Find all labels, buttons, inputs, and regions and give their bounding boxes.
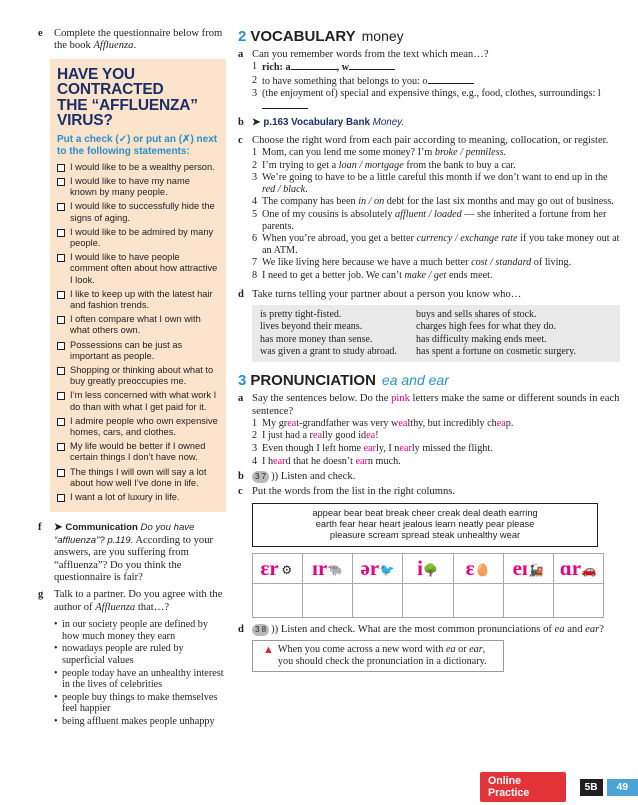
egg-icon: 🥚 <box>475 563 491 578</box>
text: Listen and check. <box>280 471 356 483</box>
answer-cell[interactable] <box>503 583 553 617</box>
bull-icon: 🐃 <box>327 563 343 578</box>
item-2 <box>252 160 620 172</box>
text: lly good id <box>321 430 367 442</box>
text: ear <box>585 623 600 635</box>
exercise-g <box>38 589 224 614</box>
text: I just had a r <box>262 430 313 442</box>
phonetic-symbol: ɑr <box>559 555 582 580</box>
text: ly, I n <box>376 442 400 454</box>
bullet-list <box>54 619 224 727</box>
questionnaire-item <box>57 365 219 387</box>
text: , you should check the pronunciation in a dictionary. <box>277 643 487 667</box>
checkbox[interactable] <box>57 203 65 211</box>
warning-icon: ▲ <box>263 643 274 656</box>
answer-blank[interactable] <box>428 75 474 84</box>
bird-icon: 🐦 <box>379 563 395 578</box>
exercise-prompt: Put the words from the list in the right columns. <box>252 486 456 498</box>
answer-row <box>253 583 604 617</box>
exercise-letter: b <box>238 471 244 483</box>
text: Talk to a partner. Do you agree with the author of <box>54 589 223 613</box>
train-icon: 🚂 <box>528 563 544 578</box>
sound-symbol-row <box>253 553 604 583</box>
item-8 <box>252 270 620 282</box>
exercise-text <box>54 522 224 584</box>
word-line: pleasure scream spread steak unhealthy wear <box>329 530 521 541</box>
highlighted-letters: ea <box>312 430 322 442</box>
item-number: 7 <box>252 257 258 269</box>
text: Even though I left home <box>262 442 364 454</box>
checkbox[interactable] <box>57 392 65 400</box>
sound-symbol-cell <box>453 553 503 583</box>
vocab-exercise-c <box>238 135 620 283</box>
questionnaire-item <box>57 314 219 336</box>
sentence-text <box>262 456 401 468</box>
pronunciation-heading <box>238 372 620 389</box>
exercise-letter: f <box>38 522 42 534</box>
exercise-letter: a <box>238 393 244 405</box>
book-title: Affluenza <box>93 40 134 52</box>
phrase-right: charges high fees for what they do. <box>416 321 557 333</box>
pron-exercise-b <box>238 471 620 483</box>
item-text[interactable]: When you’re abroad, you get a better currency / exchange rate if you take money out at an ATM. <box>262 233 620 256</box>
arrow-icon: ➤ <box>54 522 63 534</box>
text: letters make the same or different sounds in each sentence? <box>252 393 620 417</box>
phonetic-symbol: ɛ <box>465 555 475 580</box>
highlighted-letters: ear <box>273 455 286 467</box>
exercise-prompt: Take turns telling your partner about a person you know who… <box>252 288 522 300</box>
bullet-item: • in our society people are defined by how much money they earn <box>54 619 224 642</box>
sound-columns-table <box>252 553 604 618</box>
vocab-exercise-a <box>238 49 620 114</box>
phrase-left: was given a grant to study abroad. <box>260 345 397 357</box>
questionnaire-item <box>57 201 219 223</box>
item-text[interactable]: One of my cousins is absolutely affluent / loaded — she inherited a fortune from her parents. <box>262 208 607 232</box>
item-1 <box>252 147 620 159</box>
checkbox[interactable] <box>57 291 65 299</box>
item-2 <box>252 75 620 88</box>
questionnaire-item <box>57 416 219 438</box>
sentence-4 <box>252 456 620 468</box>
questionnaire-item <box>57 390 219 412</box>
item-text[interactable]: We’re going to have to be a little careful this month if we don’t want to end up in the red / black. <box>262 172 608 195</box>
statement-text: I would like to be admired by many people. <box>70 226 214 249</box>
section-title: VOCABULARY <box>250 28 356 45</box>
questionnaire-item <box>57 176 219 198</box>
sound-symbol-cell <box>353 553 403 583</box>
item-7 <box>252 257 620 269</box>
sentence-text <box>262 443 493 455</box>
text: Say the sentences below. Do the <box>252 393 392 405</box>
section-subtitle: money <box>361 28 404 44</box>
text: to have something that belongs to you: o <box>262 75 428 87</box>
item-text[interactable]: We like living here because we have a much better cost / standard of living. <box>262 257 572 269</box>
answer-cell[interactable] <box>303 583 353 617</box>
questionnaire-item <box>57 162 219 173</box>
text: (the enjoyment of) special and expensive things, e.g., food, clothes, surroundings: l <box>262 88 601 100</box>
tip-box <box>252 640 504 672</box>
questionnaire-item <box>57 227 219 249</box>
questionnaire-box <box>50 59 226 512</box>
bullet-item: • people today have an unhealthy interest in the lives of celebrities <box>54 668 224 691</box>
item-list <box>252 147 620 282</box>
section-number: 3 <box>238 372 247 390</box>
section-title: PRONUNCIATION <box>250 372 376 390</box>
sentence-1 <box>252 418 620 430</box>
item-number: 2 <box>252 159 258 171</box>
vocab-exercise-d <box>238 289 620 301</box>
highlighted-letters: ea <box>496 417 506 429</box>
exercise-body <box>252 135 620 283</box>
vocabulary-bank-link[interactable] <box>263 117 404 128</box>
book-title: Affluenza <box>95 601 136 613</box>
highlighted-letters: ea <box>366 430 376 442</box>
text: Listen and check. What are the most common pronunciations of <box>280 623 555 635</box>
text: My gr <box>262 417 288 429</box>
item-6 <box>252 233 620 256</box>
text: ear <box>469 643 483 655</box>
item-number: 1 <box>252 146 258 158</box>
text: t-grandfather was very w <box>296 417 399 429</box>
text: pink <box>391 393 410 405</box>
text: or <box>455 643 470 655</box>
phrase-right: has difficulty making ends meet. <box>416 333 547 345</box>
text: ? <box>599 623 604 635</box>
item-number: 4 <box>252 455 258 467</box>
item-5 <box>252 209 620 232</box>
exercise-letter: d <box>238 623 244 635</box>
questionnaire-list <box>57 162 219 503</box>
phrase-left: has more money than sense. <box>260 333 373 345</box>
item-number: 5 <box>252 208 258 220</box>
item-number: 3 <box>252 172 258 184</box>
item-text[interactable]: Mom, can you lend me some money? I’m broke / penniless. <box>262 146 507 158</box>
sentence-3 <box>252 443 620 455</box>
exercise-text <box>54 28 224 53</box>
checkbox[interactable] <box>57 494 65 502</box>
audio-icon: )) <box>271 471 279 483</box>
online-practice-button[interactable]: Online Practice <box>480 772 566 802</box>
audio-track-badge[interactable]: 3 7 <box>252 471 269 483</box>
tip-text <box>278 644 493 668</box>
highlighted-letters: ea <box>287 417 297 429</box>
questionnaire-item <box>57 289 219 311</box>
statement-text: I want a lot of luxury in life. <box>70 492 180 503</box>
highlighted-letters: ea <box>398 417 408 429</box>
answer-cell[interactable] <box>253 583 303 617</box>
statement-text: I’m less concerned with what work I do than with what I get paid for it. <box>70 390 217 412</box>
checkbox[interactable] <box>57 367 65 375</box>
item-number: 2 <box>252 74 258 86</box>
answer-blank[interactable] <box>291 61 337 70</box>
section-number: 2 <box>238 28 247 45</box>
exercise-prompt <box>252 393 620 417</box>
answer-blank[interactable] <box>349 61 395 70</box>
questionnaire-title-2: THE “AFFLUENZA” VIRUS? <box>57 96 198 130</box>
phrase-right: buys and sells shares of stock. <box>416 308 537 320</box>
phonetic-symbol: i <box>417 555 423 580</box>
questionnaire-item <box>57 492 219 503</box>
exercise-letter: e <box>38 28 43 39</box>
item-number: 8 <box>252 269 258 281</box>
statement-text: My life would be better if I owned certain things I don’t have now. <box>70 441 206 463</box>
checkbox[interactable] <box>57 254 65 262</box>
phrase-right: has spent a fortune on cosmetic surgery. <box>416 345 576 357</box>
statement-text: I like to keep up with the latest hair and fashion trends. <box>70 288 213 311</box>
bullet-item: • nowadays people are ruled by superficial values <box>54 643 224 666</box>
checkbox[interactable] <box>57 178 65 186</box>
link-italic: Money. <box>372 116 405 128</box>
item-text[interactable]: I need to get a better job. We can’t make / get ends meet. <box>262 269 493 281</box>
item-3 <box>252 88 620 112</box>
bullet-item: • being affluent makes people unhappy <box>54 716 224 728</box>
item-number: 4 <box>252 196 258 208</box>
checkbox[interactable] <box>57 418 65 426</box>
statement-text: I would like to be a wealthy person. <box>70 161 215 172</box>
answer-cell[interactable] <box>453 583 503 617</box>
item-1 <box>252 61 620 74</box>
answer-blank[interactable] <box>262 100 308 109</box>
arrow-icon: ➤ <box>252 116 261 128</box>
exercise-prompt: Choose the right word from each pair according to meaning, collocation, or register. <box>252 134 609 146</box>
word-list-box <box>252 503 598 547</box>
exercise-text <box>54 589 224 614</box>
exercise-body <box>252 393 620 468</box>
pron-exercise-d <box>238 624 620 636</box>
phrase-box <box>252 305 620 363</box>
exercise-letter: b <box>238 116 244 128</box>
item-number: 2 <box>252 430 258 442</box>
item-number: 3 <box>252 88 258 100</box>
item-text <box>262 61 395 74</box>
checkbox[interactable] <box>57 229 65 237</box>
vocabulary-heading <box>238 28 620 45</box>
exercise-body <box>252 49 620 114</box>
tree-icon: 🌳 <box>423 563 439 578</box>
audio-icon: )) <box>271 623 279 635</box>
exercise-body <box>252 117 620 129</box>
text: When you come across a new word with <box>277 643 446 655</box>
exercise-f <box>38 522 224 584</box>
item-text[interactable]: The company has been in / on debt for the last six months and may go out of business. <box>262 196 614 208</box>
text: . <box>133 40 137 52</box>
checkbox[interactable] <box>57 316 65 324</box>
sound-symbol-cell <box>553 553 603 583</box>
sentence-2 <box>252 430 620 442</box>
phonetic-symbol: eɪ <box>512 555 528 580</box>
exercise-letter: c <box>238 134 243 146</box>
checkbox[interactable] <box>57 164 65 172</box>
text: ly missed the flight. <box>411 442 493 454</box>
highlighted-letters: ear <box>399 442 412 454</box>
exercise-prompt: Can you remember words from the text which mean…? <box>252 49 489 60</box>
text: n much. <box>367 455 401 467</box>
item-list <box>252 418 620 467</box>
questionnaire-title-1: HAVE YOU CONTRACTED <box>57 65 164 99</box>
text: , w <box>336 62 350 74</box>
pron-exercise-a <box>238 393 620 468</box>
checkbox[interactable] <box>57 443 65 451</box>
text: ! <box>375 430 379 442</box>
link-text: p.163 Vocabulary Bank <box>263 116 370 128</box>
text: and <box>564 623 586 635</box>
word-line: earth fear hear heart jealous learn neatly pear please <box>315 518 535 529</box>
phonetic-symbol: ɪr <box>312 555 328 580</box>
left-column <box>38 28 224 728</box>
questionnaire-item <box>57 252 219 286</box>
item-number: 3 <box>252 442 258 454</box>
statement-text: Shopping or thinking about what to buy greatly preoccupies me. <box>70 365 214 387</box>
statement-text: I admire people who own expensive homes, cars, and clothes. <box>70 415 218 438</box>
questionnaire-item <box>57 340 219 362</box>
questionnaire-item <box>57 467 219 489</box>
statement-text: I would like to have people comment often about how attractive I look. <box>70 252 218 285</box>
sound-symbol-cell <box>253 553 303 583</box>
statement-text: Possessions can be just as important as people. <box>70 339 183 361</box>
item-text <box>262 75 474 88</box>
answer-cell[interactable] <box>403 583 453 617</box>
pron-exercise-c <box>238 486 620 498</box>
item-number: 1 <box>252 61 258 73</box>
exercise-e <box>38 28 224 53</box>
highlighted-letters: ear <box>355 455 368 467</box>
chair-icon: ⚙ <box>281 563 293 578</box>
exercise-letter: a <box>238 49 244 60</box>
phrase-left: is pretty tight-fisted. <box>260 308 342 320</box>
phonetic-symbol: ər <box>360 555 380 580</box>
checkbox[interactable] <box>57 342 65 350</box>
communication-link[interactable]: Communication <box>65 522 138 534</box>
answer-cell[interactable] <box>353 583 403 617</box>
exercise-letter: g <box>38 589 44 601</box>
item-text <box>262 88 620 112</box>
exercise-letter: c <box>238 486 243 498</box>
text: lthy, but incredibly ch <box>407 417 497 429</box>
item-text[interactable]: I’m trying to get a loan / mortgage from the bank to buy a car. <box>262 159 516 171</box>
section-subtitle: ea and ear <box>381 372 449 389</box>
sound-symbol-cell <box>403 553 453 583</box>
exercise-body <box>252 471 620 483</box>
phrase-left: lives beyond their means. <box>260 321 363 333</box>
text: p. <box>505 417 514 429</box>
text: According to your answers, are you suffering from “affluenza”? Do you think the questionnaire is fair? <box>54 534 214 583</box>
item-4 <box>252 196 620 208</box>
exercise-body <box>252 624 620 636</box>
statement-text: I would like to have my name known by many people. <box>70 176 190 198</box>
sentence-text <box>262 418 513 430</box>
car-icon: 🚗 <box>581 563 597 578</box>
text: I h <box>262 455 274 467</box>
text: rich: a <box>262 62 291 74</box>
item-number: 6 <box>252 233 258 245</box>
word-line: appear bear beat break cheer creak deal death earring <box>312 507 538 518</box>
right-column <box>238 28 620 672</box>
bullet-item: • people buy things to make themselves feel happier <box>54 692 224 715</box>
statement-text: I would like to successfully hide the signs of aging. <box>70 201 215 223</box>
questionnaire-instruction: Put a check (✓) or put an (✗) next to the following statements: <box>57 133 218 157</box>
item-3 <box>252 172 620 195</box>
questionnaire-item <box>57 441 219 463</box>
sound-symbol-cell <box>503 553 553 583</box>
statement-text: The things I will own will say a lot about how well I’ve done in life. <box>70 466 207 488</box>
sound-symbol-cell <box>303 553 353 583</box>
sentence-text <box>262 430 379 442</box>
item-number: 1 <box>252 417 258 429</box>
unit-tag: 5B <box>580 779 603 796</box>
text: that…? <box>135 601 170 613</box>
statement-text: I often compare what I own with what others own. <box>70 314 201 336</box>
communication-ref: Do you have “affluenza”? p.119. <box>54 522 195 546</box>
checkbox[interactable] <box>57 469 65 477</box>
highlighted-letters: ear <box>363 442 377 454</box>
text: ea <box>445 643 456 655</box>
text: d that he doesn’t <box>285 455 356 467</box>
page-number: 49 <box>607 779 638 796</box>
vocab-exercise-b <box>238 117 620 129</box>
audio-track-badge[interactable]: 3 8 <box>252 624 269 636</box>
exercise-letter: d <box>238 288 244 300</box>
answer-cell[interactable] <box>553 583 603 617</box>
page-footer <box>480 772 638 802</box>
text: Complete the questionnaire below from the book <box>54 28 223 52</box>
text: ea <box>554 623 565 635</box>
phonetic-symbol: ɛr <box>260 555 279 580</box>
